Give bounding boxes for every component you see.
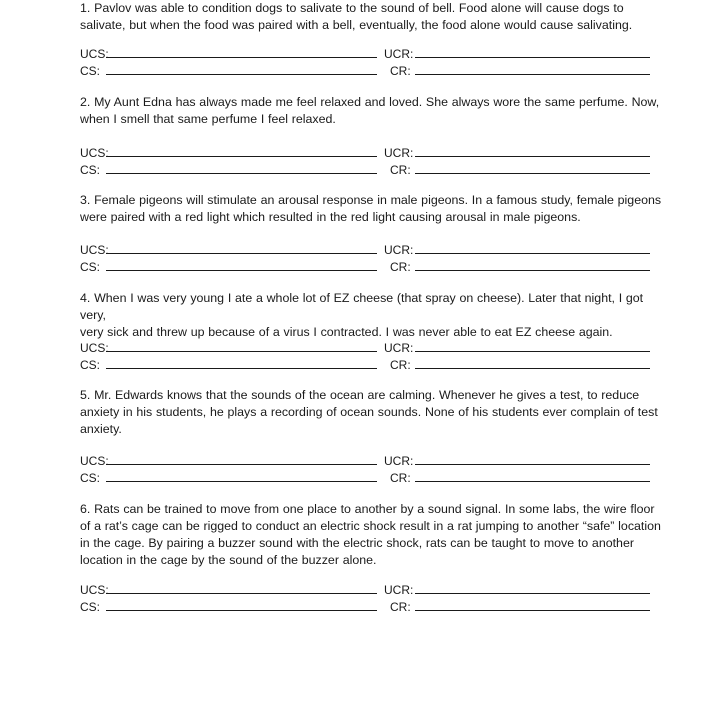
answers-3 <box>80 242 655 276</box>
cs-answer-line[interactable] <box>106 610 377 611</box>
question-5 <box>80 387 670 438</box>
ucr-label: UCR: <box>384 47 414 61</box>
ucs-answer-line[interactable] <box>106 253 377 254</box>
cs-label: CS: <box>80 600 101 614</box>
cs-answer-line[interactable] <box>106 270 377 271</box>
ucr-label: UCR: <box>384 146 414 160</box>
ucr-answer-line[interactable] <box>415 464 650 465</box>
answer-row-cs-cr <box>80 259 655 276</box>
cr-label: CR: <box>390 358 411 372</box>
answer-row-cs-cr <box>80 470 655 487</box>
ucs-label: UCS: <box>80 583 109 597</box>
ucs-label: UCS: <box>80 146 109 160</box>
cs-label: CS: <box>80 358 101 372</box>
ucr-label: UCR: <box>384 583 414 597</box>
question-6-line-1: 6. Rats can be trained to move from one place to another by a sound signal. In some labs, the wire floor <box>80 502 655 516</box>
answers-6 <box>80 582 655 616</box>
ucr-answer-line[interactable] <box>415 593 650 594</box>
question-5-line-2: anxiety in his students, he plays a recording of ocean sounds. None of his students ever complain of test <box>80 405 658 419</box>
answer-row-cs-cr <box>80 599 655 616</box>
ucs-label: UCS: <box>80 47 109 61</box>
question-2-line-2: when I smell that same perfume I feel relaxed. <box>80 112 336 126</box>
ucs-answer-line[interactable] <box>106 351 377 352</box>
question-1-line-1: 1. Pavlov was able to condition dogs to salivate to the sound of bell. Food alone will cause dogs to <box>80 1 624 15</box>
question-3-line-2: were paired with a red light which resulted in the red light causing arousal in male pigeons. <box>80 210 581 224</box>
answers-5 <box>80 453 655 487</box>
cr-answer-line[interactable] <box>415 74 650 75</box>
question-6 <box>80 501 670 569</box>
cr-answer-line[interactable] <box>415 173 650 174</box>
question-5-line-1: 5. Mr. Edwards knows that the sounds of the ocean are calming. Whenever he gives a test, to reduce <box>80 388 640 402</box>
question-4 <box>80 290 670 341</box>
cs-label: CS: <box>80 64 101 78</box>
cr-label: CR: <box>390 260 411 274</box>
ucs-label: UCS: <box>80 341 109 355</box>
question-1 <box>80 0 670 34</box>
ucr-label: UCR: <box>384 341 414 355</box>
cs-answer-line[interactable] <box>106 481 377 482</box>
ucs-label: UCS: <box>80 243 109 257</box>
ucr-label: UCR: <box>384 243 414 257</box>
answers-2 <box>80 145 655 179</box>
question-2 <box>80 94 670 128</box>
question-6-line-3: in the cage. By pairing a buzzer sound with the electric shock, rats can be taught to move to another <box>80 536 634 550</box>
cr-answer-line[interactable] <box>415 368 650 369</box>
ucr-label: UCR: <box>384 454 414 468</box>
cr-label: CR: <box>390 64 411 78</box>
answer-row-cs-cr <box>80 63 655 80</box>
question-5-line-3: anxiety. <box>80 422 122 436</box>
cs-label: CS: <box>80 163 101 177</box>
ucs-label: UCS: <box>80 454 109 468</box>
question-4-line-1: 4. When I was very young I ate a whole lot of EZ cheese (that spray on cheese). Later that night, I got very, <box>80 291 644 322</box>
question-1-line-2: salivate, but when the food was paired with a bell, eventually, the food alone would cause salivating. <box>80 18 633 32</box>
cr-label: CR: <box>390 600 411 614</box>
answer-row-ucs-ucr <box>80 340 655 357</box>
cr-answer-line[interactable] <box>415 481 650 482</box>
cr-label: CR: <box>390 471 411 485</box>
answer-row-ucs-ucr <box>80 145 655 162</box>
question-6-line-2: of a rat’s cage can be rigged to conduct an electric shock result in a rat jumping to another “safe” location <box>80 519 661 533</box>
cs-answer-line[interactable] <box>106 368 377 369</box>
cs-label: CS: <box>80 260 101 274</box>
answer-row-ucs-ucr <box>80 453 655 470</box>
cr-answer-line[interactable] <box>415 610 650 611</box>
cs-answer-line[interactable] <box>106 74 377 75</box>
cr-label: CR: <box>390 163 411 177</box>
ucr-answer-line[interactable] <box>415 351 650 352</box>
ucr-answer-line[interactable] <box>415 253 650 254</box>
question-6-line-4: location in the cage by the sound of the buzzer alone. <box>80 553 377 567</box>
question-3 <box>80 192 670 226</box>
ucr-answer-line[interactable] <box>415 57 650 58</box>
ucs-answer-line[interactable] <box>106 593 377 594</box>
ucr-answer-line[interactable] <box>415 156 650 157</box>
question-3-line-1: 3. Female pigeons will stimulate an arousal response in male pigeons. In a famous study, female pigeons <box>80 193 662 207</box>
answer-row-cs-cr <box>80 357 655 374</box>
answer-row-ucs-ucr <box>80 242 655 259</box>
answers-1 <box>80 46 655 80</box>
question-4-line-2: very sick and threw up because of a virus I contracted. I was never able to eat EZ cheese again. <box>80 325 613 339</box>
question-2-line-1: 2. My Aunt Edna has always made me feel relaxed and loved. She always wore the same perfume. Now, <box>80 95 660 109</box>
cs-label: CS: <box>80 471 101 485</box>
ucs-answer-line[interactable] <box>106 156 377 157</box>
cs-answer-line[interactable] <box>106 173 377 174</box>
answer-row-cs-cr <box>80 162 655 179</box>
answers-4 <box>80 340 655 374</box>
ucs-answer-line[interactable] <box>106 57 377 58</box>
cr-answer-line[interactable] <box>415 270 650 271</box>
ucs-answer-line[interactable] <box>106 464 377 465</box>
answer-row-ucs-ucr <box>80 46 655 63</box>
answer-row-ucs-ucr <box>80 582 655 599</box>
